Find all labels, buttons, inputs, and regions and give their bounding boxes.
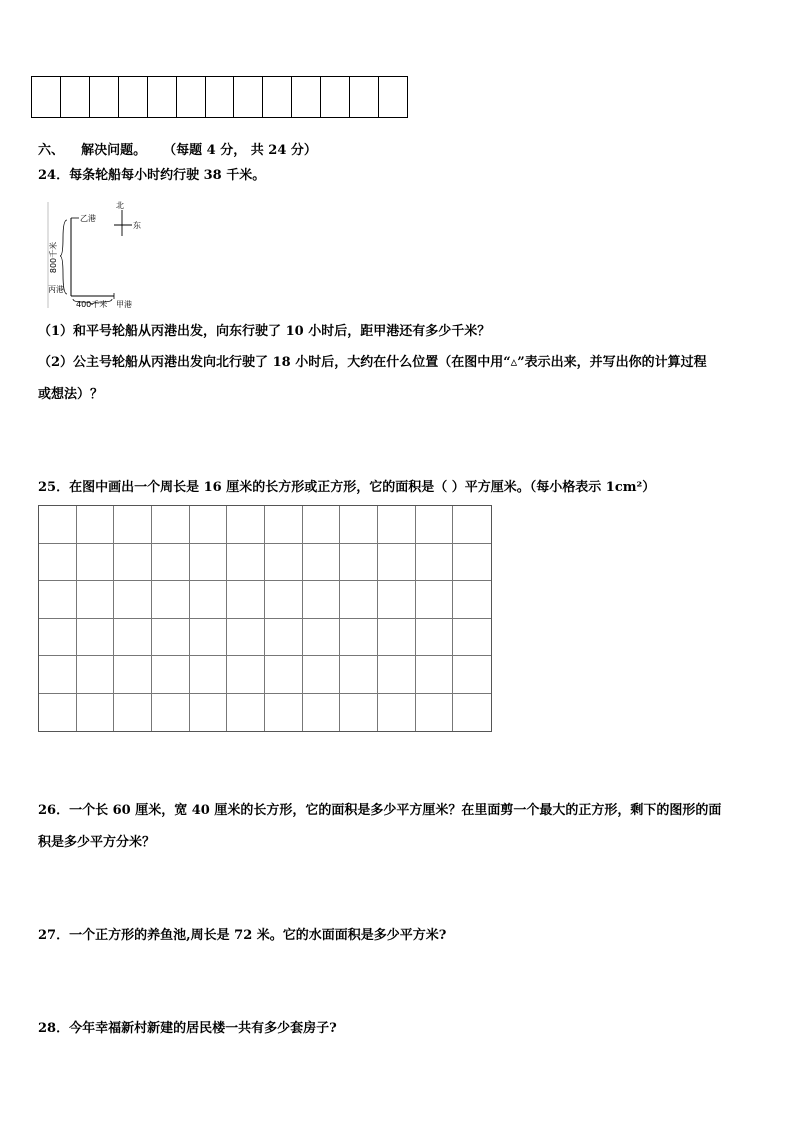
grid-cell[interactable]: [340, 506, 378, 544]
grid-cell[interactable]: [265, 544, 303, 582]
grid-cell[interactable]: [190, 656, 228, 694]
q28-text: 28．今年幸福新村新建的居民楼一共有多少套房子?: [38, 1021, 337, 1036]
answer-cell[interactable]: [234, 77, 263, 117]
grid-cell[interactable]: [77, 506, 115, 544]
grid-cell[interactable]: [340, 619, 378, 657]
answer-cell[interactable]: [148, 77, 177, 117]
grid-cell[interactable]: [227, 581, 265, 619]
grid-cell[interactable]: [190, 619, 228, 657]
section-score: （每题 4 分， 共 24 分）: [163, 143, 317, 158]
grid-cell[interactable]: [227, 506, 265, 544]
grid-cell[interactable]: [303, 544, 341, 582]
answer-cell[interactable]: [90, 77, 119, 117]
grid-cell[interactable]: [416, 656, 454, 694]
grid-cell[interactable]: [265, 656, 303, 694]
port-jia-label: 甲港: [116, 300, 132, 309]
grid-cell[interactable]: [77, 619, 115, 657]
grid-cell[interactable]: [340, 544, 378, 582]
answer-cell[interactable]: [206, 77, 235, 117]
grid-cell[interactable]: [453, 544, 491, 582]
grid-cell[interactable]: [39, 581, 77, 619]
grid-cell[interactable]: [303, 656, 341, 694]
grid-cell[interactable]: [152, 656, 190, 694]
grid-cell[interactable]: [416, 544, 454, 582]
grid-cell[interactable]: [77, 544, 115, 582]
grid-cell[interactable]: [114, 506, 152, 544]
grid-cell[interactable]: [227, 619, 265, 657]
grid-cell[interactable]: [190, 694, 228, 732]
grid-cell[interactable]: [114, 619, 152, 657]
answer-cell[interactable]: [263, 77, 292, 117]
grid-cell[interactable]: [152, 544, 190, 582]
grid-cell[interactable]: [378, 694, 416, 732]
grid-cell[interactable]: [39, 619, 77, 657]
port-map: [46, 198, 156, 313]
grid-cell[interactable]: [453, 581, 491, 619]
grid-cell[interactable]: [39, 544, 77, 582]
port-yi-label: 乙港: [80, 214, 96, 223]
grid-cell[interactable]: [114, 694, 152, 732]
section-number: 六、: [38, 143, 65, 158]
q26-line2: 积是多少平方分米？: [38, 835, 156, 850]
grid-cell[interactable]: [303, 694, 341, 732]
grid-cell[interactable]: [152, 581, 190, 619]
grid-cell[interactable]: [227, 544, 265, 582]
grid-cell[interactable]: [114, 544, 152, 582]
grid-cell[interactable]: [453, 656, 491, 694]
grid-cell[interactable]: [152, 506, 190, 544]
grid-cell[interactable]: [39, 656, 77, 694]
q24-sub2-line2: 或想法）？: [38, 387, 104, 402]
grid-cell[interactable]: [265, 506, 303, 544]
grid-cell[interactable]: [378, 506, 416, 544]
q24-sub1: （1）和平号轮船从丙港出发，向东行驶了 10 小时后，距甲港还有多少千米？: [38, 324, 491, 339]
distance-vertical-label: 800千米: [49, 241, 59, 274]
compass-north-label: 北: [116, 201, 124, 210]
grid-cell[interactable]: [416, 506, 454, 544]
answer-cell[interactable]: [292, 77, 321, 117]
grid-cell[interactable]: [39, 506, 77, 544]
answer-cell[interactable]: [321, 77, 350, 117]
grid-cell[interactable]: [378, 544, 416, 582]
distance-horizontal-label: 400千米: [76, 300, 108, 309]
grid-cell[interactable]: [378, 581, 416, 619]
grid-cell[interactable]: [190, 581, 228, 619]
grid-cell[interactable]: [453, 694, 491, 732]
grid-cell[interactable]: [265, 619, 303, 657]
answer-box-strip: [31, 76, 408, 118]
answer-cell[interactable]: [379, 77, 407, 117]
grid-cell[interactable]: [303, 619, 341, 657]
square-grid[interactable]: [38, 505, 492, 732]
grid-cell[interactable]: [453, 619, 491, 657]
grid-cell[interactable]: [416, 694, 454, 732]
grid-cell[interactable]: [303, 581, 341, 619]
grid-cell[interactable]: [152, 619, 190, 657]
grid-cell[interactable]: [416, 619, 454, 657]
grid-cell[interactable]: [190, 544, 228, 582]
grid-cell[interactable]: [416, 581, 454, 619]
section-title: 解决问题。: [81, 143, 147, 158]
grid-cell[interactable]: [378, 656, 416, 694]
grid-cell[interactable]: [340, 581, 378, 619]
grid-cell[interactable]: [77, 581, 115, 619]
grid-cell[interactable]: [39, 694, 77, 732]
q26-line1: 26．一个长 60 厘米，宽 40 厘米的长方形，它的面积是多少平方厘米？在里面剪一个最大的正方形，剩下的图形的面: [38, 803, 722, 818]
grid-cell[interactable]: [303, 506, 341, 544]
section-heading: [38, 143, 317, 159]
port-bing-label: 丙港: [48, 285, 64, 294]
q24-diagram: [46, 198, 156, 313]
answer-cell[interactable]: [119, 77, 148, 117]
answer-cell[interactable]: [177, 77, 206, 117]
grid-cell[interactable]: [152, 694, 190, 732]
q24-text: 24．每条轮船每小时约行驶 38 千米。: [38, 168, 266, 183]
q24-sub2-line1: （2）公主号轮船从丙港出发向北行驶了 18 小时后，大约在什么位置（在图中用“▵”表示出来，并写出你的计算过程: [38, 355, 707, 370]
compass-east-label: 东: [133, 221, 141, 230]
grid-cell[interactable]: [453, 506, 491, 544]
grid-cell[interactable]: [340, 694, 378, 732]
grid-cell[interactable]: [114, 581, 152, 619]
grid-cell[interactable]: [340, 656, 378, 694]
answer-cell[interactable]: [32, 77, 61, 117]
grid-cell[interactable]: [190, 506, 228, 544]
answer-cell[interactable]: [61, 77, 90, 117]
q25-text: 25．在图中画出一个周长是 16 厘米的长方形或正方形，它的面积是（ ）平方厘米。（每小格表示 1cm²）: [38, 480, 656, 495]
grid-cell[interactable]: [265, 694, 303, 732]
grid-cell[interactable]: [77, 656, 115, 694]
answer-cell[interactable]: [350, 77, 379, 117]
grid-cell[interactable]: [227, 656, 265, 694]
grid-cell[interactable]: [77, 694, 115, 732]
grid-cell[interactable]: [227, 694, 265, 732]
grid-cell[interactable]: [114, 656, 152, 694]
grid-cell[interactable]: [265, 581, 303, 619]
q27-text: 27．一个正方形的养鱼池,周长是 72 米。它的水面面积是多少平方米?: [38, 928, 447, 943]
grid-cell[interactable]: [378, 619, 416, 657]
